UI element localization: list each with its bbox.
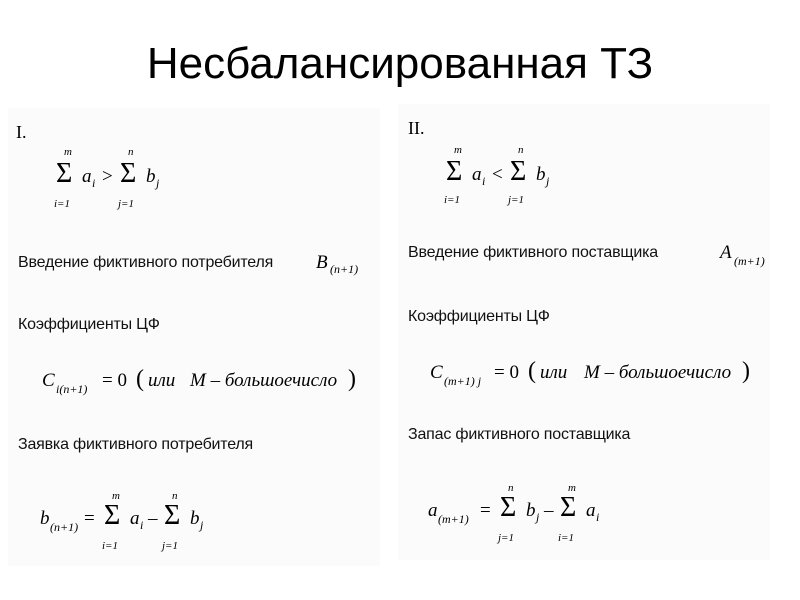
- sum-sign: Σ: [56, 158, 73, 189]
- case-one-panel: I. m Σ i=1 a i > n Σ j=1 b j Введение фиктивного потребителя B (n+1) Коэффициенты ЦФ C i(n+1) = 0 ( или M – большоечисло ) Заявка фиктивного потребителя b (n+1) = m Σ i=1 a i – n Σ j=1 b j: [8, 108, 380, 566]
- dummy-supplier-label: Введение фиктивного поставщика: [408, 244, 658, 261]
- sum-sign: Σ: [120, 158, 137, 189]
- sum-sign: Σ: [500, 492, 517, 523]
- case-two-numeral: II.: [408, 118, 425, 138]
- dummy-supplier-symbol: A: [720, 242, 732, 263]
- case-one-numeral: I.: [16, 122, 27, 142]
- sum-sign: Σ: [446, 156, 463, 187]
- slide-title: Несбалансированная ТЗ: [146, 39, 654, 88]
- dummy-consumer-symbol: B: [316, 252, 328, 273]
- coef-label-one: Коэффициенты ЦФ: [18, 316, 160, 333]
- sum-sign: Σ: [510, 156, 527, 187]
- sum-sign: Σ: [104, 500, 121, 531]
- dummy-supplier-supply-label: Запас фиктивного поставщика: [408, 426, 631, 443]
- sum-sign: Σ: [164, 500, 181, 531]
- case-two-panel: II. m Σ i=1 a i < n Σ j=1 b j Введение фиктивного поставщика A (m+1) Коэффициенты ЦФ C (m+1) j = 0 ( или M – большоечисло ) Запас фиктивного поставщика a (m+1) = n Σ j=1 b j – m Σ i=1 a i: [398, 104, 770, 560]
- dummy-consumer-demand-label: Заявка фиктивного потребителя: [18, 436, 254, 453]
- coef-label-two: Коэффициенты ЦФ: [408, 308, 550, 325]
- dummy-consumer-label: Введение фиктивного потребителя: [18, 254, 274, 271]
- sum-sign: Σ: [560, 492, 577, 523]
